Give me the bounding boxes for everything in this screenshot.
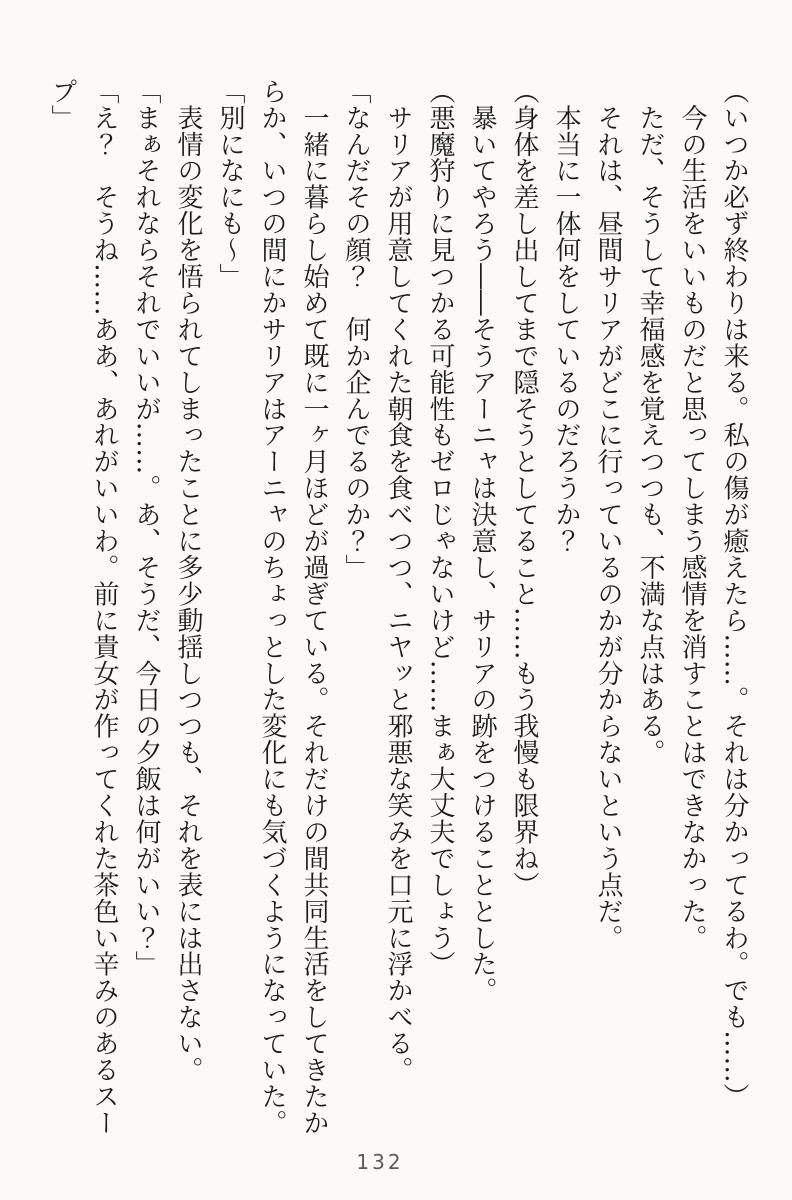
text-line: 本当に一体何をしているのだろうか？ (551, 78, 581, 555)
text-line: （いつか必ず終わりは来る。私の傷が癒えたら……。それは分かってるわ。でも……） (719, 78, 749, 1110)
text-line: （身体を差し出してまで隠そうとしてること……もう我慢も限界ね） (509, 78, 539, 898)
vertical-text-block (41, 78, 755, 1136)
text-line: サリアが用意してくれた朝食を食べつつ、ニヤッと邪悪な笑みを口元に浮かべる。 (383, 78, 413, 1084)
text-line: 「なんだその顔？ 何か企んでるのか？」 (341, 78, 371, 581)
page-number: 132 (356, 1150, 404, 1174)
text-line: ただ、そうして幸福感を覚えつつも、不満な点はある。 (635, 78, 665, 766)
text-line: プ」 (47, 78, 77, 131)
text-line: 暴いてやろう――そうアーニャは決意し、サリアの跡をつけることとした。 (467, 78, 497, 1004)
text-line: （悪魔狩りに見つかる可能性もゼロじゃないけど……まぁ大丈夫でしょう） (425, 78, 455, 978)
text-line: 「まぁそれならそれでいいが……。あ、そうだ、今日の夕飯は何がいい？」 (131, 78, 161, 978)
text-line: 今の生活をいいものだと思ってしまう感情を消すことはできなかった。 (677, 78, 707, 951)
text-line: らか、いつの間にかサリアはアーニャのちょっとした変化にも気づくようになっていた。 (257, 78, 287, 1136)
text-line: 表情の変化を悟られてしまったことに多少動揺しつつも、それを表には出さない。 (173, 78, 203, 1084)
text-line: それは、昼間サリアがどこに行っているのかが分からないという点だ。 (593, 78, 623, 951)
text-line: 「え？ そうね……ああ、あれがいいわ。前に貴女が作ってくれた茶色い辛みのあるスー (89, 78, 119, 1136)
text-line: 一緒に暮らし始めて既に一ヶ月ほどが過ぎている。それだけの間共同生活をしてきたか (299, 78, 329, 1136)
text-line: 「別になにも〜」 (215, 78, 245, 290)
